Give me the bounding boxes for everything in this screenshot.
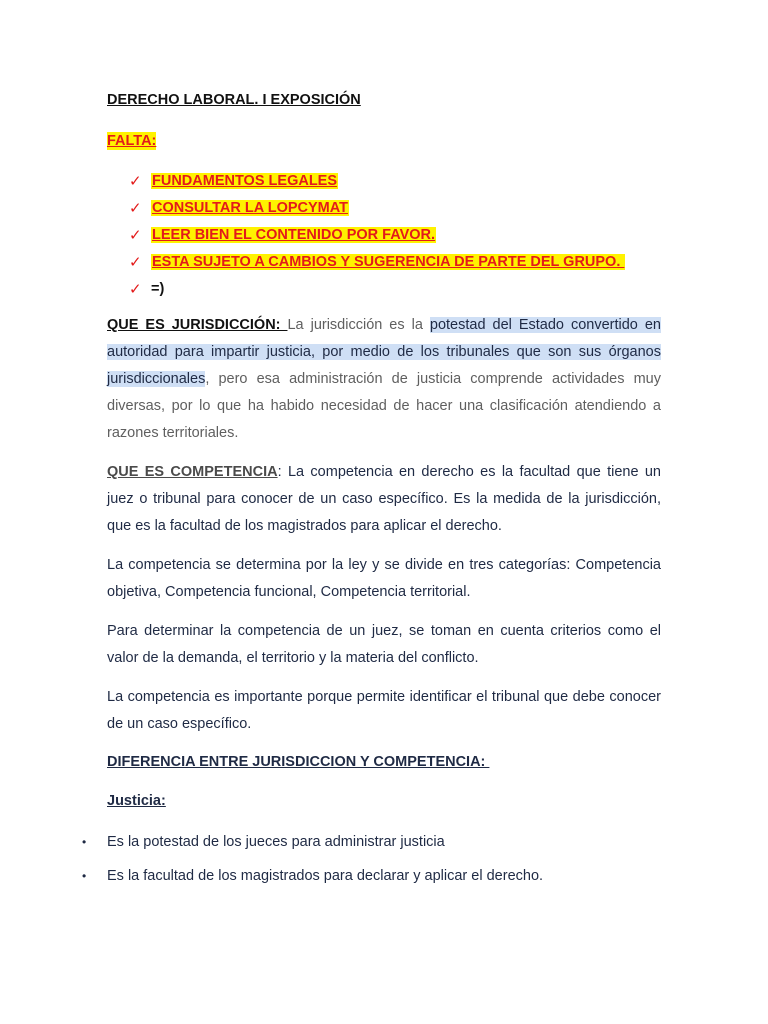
- competencia-text: : La competencia en derecho es la facultad que tiene un juez o tribunal para conocer de un caso específico. Es la medida de la jurisdicción, que es la facultad de los magistrados para aplicar el derecho.: [107, 464, 662, 534]
- bullet-icon: •: [82, 869, 87, 883]
- checklist-item: [129, 167, 661, 194]
- list-item: [82, 866, 661, 886]
- checkmark-icon: ✓: [129, 198, 142, 217]
- jurisdiccion-label: QUE ES JURISDICCIÓN:: [107, 317, 288, 333]
- checkmark-icon: ✓: [129, 279, 142, 298]
- checklist-item-text: =): [151, 280, 165, 297]
- checklist-item-text: LEER BIEN EL CONTENIDO POR FAVOR.: [152, 226, 436, 243]
- document-body: [82, 90, 662, 900]
- body-paragraph: La competencia se determina por la ley y se divide en tres categorías: Competencia objetiva, Competencia funcional, Competencia territorial.: [107, 557, 661, 600]
- body-paragraph: Para determinar la competencia de un juez, se toman en cuenta criterios como el valor de la demanda, el territorio y la materia del conflicto.: [107, 623, 661, 666]
- list-item: [82, 832, 661, 852]
- body-paragraph: La competencia es importante porque permite identificar el tribunal que debe conocer de un caso específico.: [107, 689, 661, 732]
- todo-checklist: [129, 167, 661, 302]
- falta-heading: FALTA:: [107, 133, 157, 149]
- checklist-item: [129, 275, 661, 302]
- checklist-item-text: CONSULTAR LA LOPCYMAT: [152, 199, 348, 216]
- list-item-text: Es la potestad de los jueces para administrar justicia: [107, 834, 445, 850]
- bullet-icon: •: [82, 835, 87, 849]
- jurisdiccion-text-2: , pero esa administración de justicia comprende actividades muy diversas, por lo que ha habido necesidad de hacer una clasificación atendiendo a razones territoriales.: [107, 371, 661, 441]
- falta-heading-wrap: [107, 132, 661, 150]
- jurisdiccion-text-1: La jurisdicción es la: [287, 317, 430, 333]
- checkmark-icon: ✓: [129, 252, 142, 271]
- checklist-item-text: ESTA SUJETO A CAMBIOS Y SUGERENCIA DE PARTE DEL GRUPO.: [152, 253, 625, 270]
- checkmark-icon: ✓: [129, 171, 142, 190]
- diferencia-heading: DIFERENCIA ENTRE JURISDICCION Y COMPETENCIA:: [107, 754, 490, 770]
- competencia-label: QUE ES COMPETENCIA: [107, 464, 278, 480]
- document-title: DERECHO LABORAL. I EXPOSICIÓN: [107, 92, 361, 108]
- checklist-item: [129, 221, 661, 248]
- justicia-heading: Justicia:: [107, 793, 166, 809]
- jurisdiccion-highlight: potestad del Estado convertido en autoridad para impartir justicia, por medio de los tribunales que son sus órganos jurisdiccionales: [107, 317, 661, 387]
- competencia-paragraph: [107, 459, 661, 540]
- list-item-text: Es la facultad de los magistrados para declarar y aplicar el derecho.: [107, 868, 544, 884]
- jurisdiccion-paragraph: [107, 312, 661, 447]
- justicia-bullet-list: [82, 832, 661, 886]
- checkmark-icon: ✓: [129, 225, 142, 244]
- checklist-item-text: FUNDAMENTOS LEGALES: [152, 172, 338, 189]
- checklist-item: [129, 248, 661, 275]
- checklist-item: [129, 194, 661, 221]
